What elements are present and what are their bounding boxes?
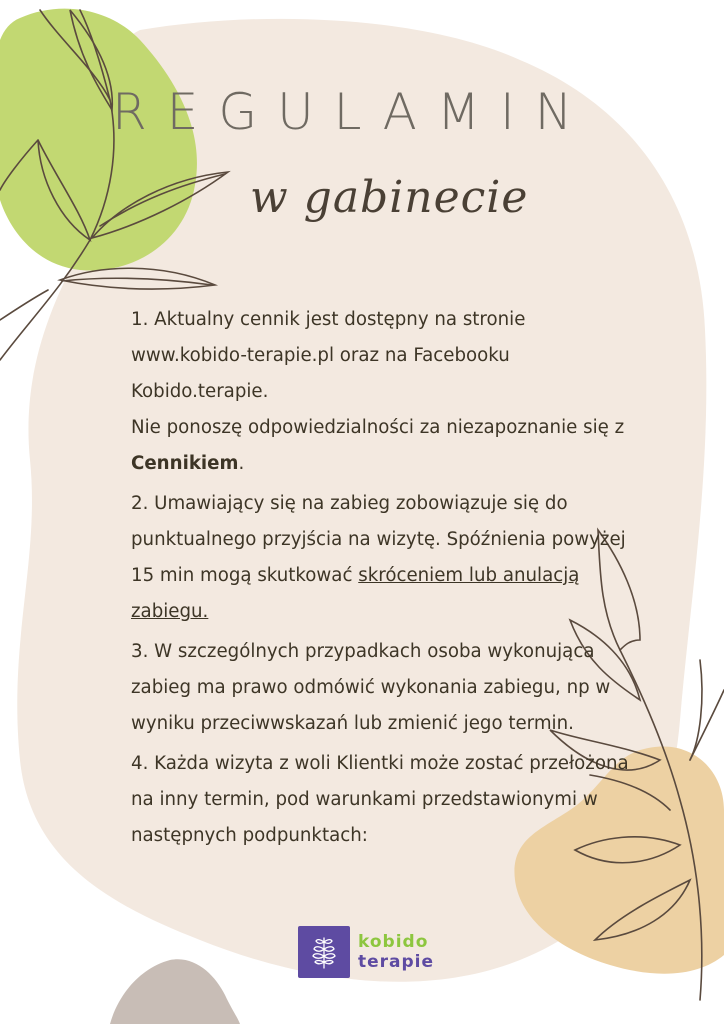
rule-1-note-prefix: Nie ponoszę odpowiedzialności za niezapoznanie się z: [131, 417, 625, 438]
rules-list: [131, 302, 631, 858]
page-subtitle: w gabinecie: [250, 172, 529, 223]
rule-item-2: [131, 486, 631, 630]
logo-wordmark: [358, 932, 434, 972]
leaf-branch-icon: [298, 926, 350, 978]
gray-blob: [110, 959, 240, 1024]
rule-2-text: [131, 486, 631, 630]
rule-2-body: 2. Umawiający się na zabieg zobowiązuje się do punktualnego przyjścia na wizytę. Spóźnienia powyżej 15 min mogą skutkować: [131, 493, 626, 586]
rule-1-text: 1. Aktualny cennik jest dostępny na stronie www.kobido-terapie.pl oraz na Facebooku Kobido.terapie.: [131, 309, 526, 402]
rule-item-3: [131, 634, 631, 742]
rule-1-note-suffix: .: [238, 453, 245, 474]
rule-4-text: 4. Każda wizyta z woli Klientki może zostać przełożona na inny termin, pod warunkami przedstawionymi w następnych podpunktach:: [131, 753, 629, 846]
logo-line-2: terapie: [358, 952, 435, 972]
price-list-highlight: Cennikiem: [131, 453, 239, 474]
logo-leaf-icon: [309, 934, 339, 970]
brand-logo: [298, 926, 434, 978]
rule-1-note: [131, 410, 631, 482]
rule-item-4: [131, 746, 631, 854]
rule-2-underlined: skróceniem lub anulacją zabiegu.: [131, 565, 580, 622]
logo-line-1: kobido: [358, 932, 429, 952]
page-title: REGULAMIN: [112, 83, 593, 141]
rule-3-text: 3. W szczególnych przypadkach osoba wykonująca zabieg ma prawo odmówić wykonania zabiegu, np w wyniku przeciwwskazań lub zmienić jego termin.: [131, 641, 611, 734]
rule-item-1: [131, 302, 631, 482]
